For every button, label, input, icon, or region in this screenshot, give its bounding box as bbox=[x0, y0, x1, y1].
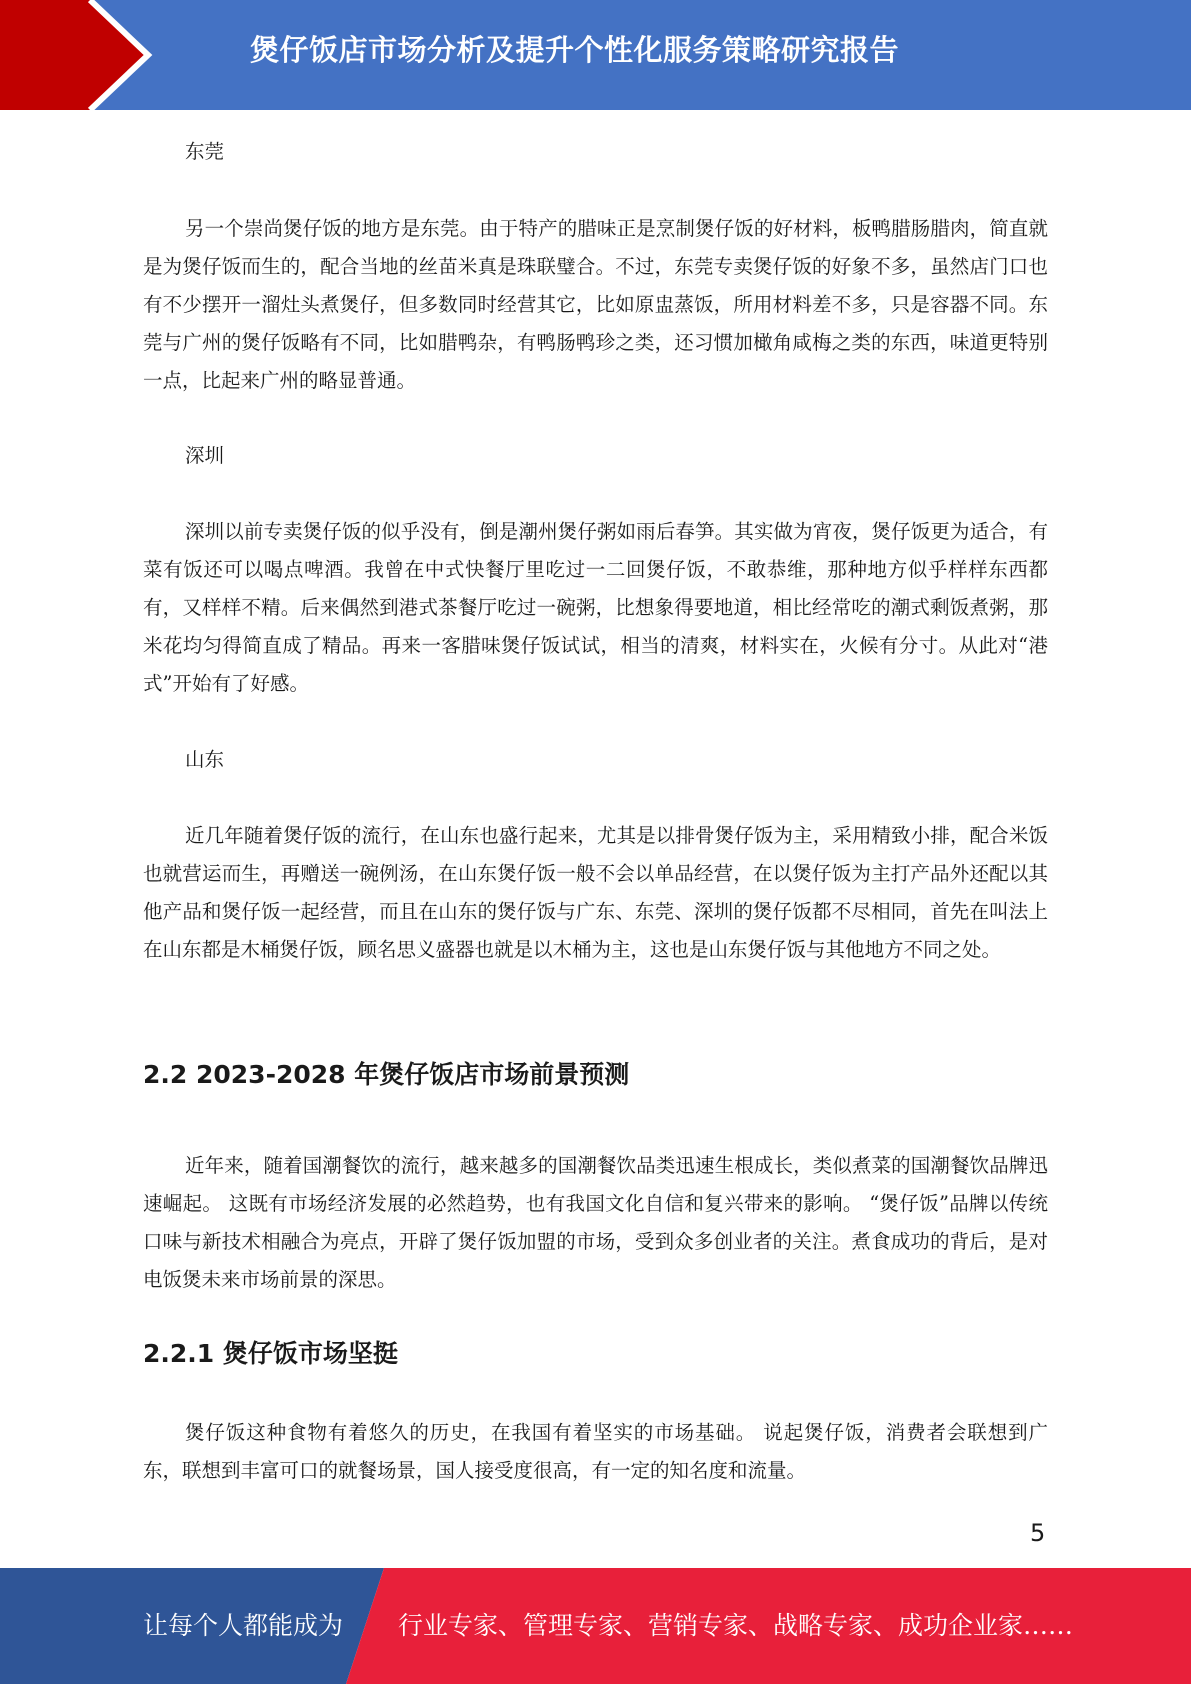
report-title: 煲仔饭店市场分析及提升个性化服务策略研究报告 bbox=[250, 33, 900, 67]
subsection-title-dongguan: 东莞 bbox=[185, 140, 225, 163]
footer-slogan-left: 让每个人都能成为 bbox=[143, 1611, 344, 1640]
page-header bbox=[0, 0, 1191, 110]
paragraph-shandong: 近几年随着煲仔饭的流行，在山东也盛行起来，尤其是以排骨煲仔饭为主，采用精致小排，配合米饭也就营运而生，再赠送一碗例汤，在山东煲仔饭一般不会以单品经营，在以煲仔饭为主打产品外还配以其他产品和煲仔饭一起经营，而且在山东的煲仔饭与广东、东莞、深圳的煲仔饭都不尽相同，首先在叫法上在山东都是木桶煲仔饭，顾名思义盛器也就是以木桶为主，这也是山东煲仔饭与其他地方不同之处。 bbox=[143, 824, 1048, 961]
paragraph-2-2-1: 煲仔饭这种食物有着悠久的历史，在我国有着坚实的市场基础。 说起煲仔饭，消费者会联想到广东，联想到丰富可口的就餐场景，国人接受度很高，有一定的知名度和流量。 bbox=[143, 1421, 1048, 1482]
paragraph-shenzhen: 深圳以前专卖煲仔饭的似乎没有，倒是潮州煲仔粥如雨后春笋。其实做为宵夜，煲仔饭更为适合，有菜有饭还可以喝点啤酒。我曾在中式快餐厅里吃过一二回煲仔饭，不敢恭维，那种地方似乎样样东西都有，又样样不精。后来偶然到港式茶餐厅吃过一碗粥，比想象得要地道，相比经常吃的潮式剩饭煮粥，那米花均匀得简直成了精品。再来一客腊味煲仔饭试试，相当的清爽，材料实在，火候有分寸。从此对“港式”开始有了好感。 bbox=[143, 520, 1048, 695]
paragraph-2-2: 近年来，随着国潮餐饮的流行，越来越多的国潮餐饮品类迅速生根成长，类似煮菜的国潮餐饮品牌迅速崛起。 这既有市场经济发展的必然趋势，也有我国文化自信和复兴带来的影响。 “煲仔饭”品牌以传统口味与新技术相融合为亮点，开辟了煲仔饭加盟的市场，受到众多创业者的关注。煮食成功的背后，是对电饭煲未来市场前景的深思。 bbox=[143, 1154, 1048, 1291]
paragraph-dongguan: 另一个崇尚煲仔饭的地方是东莞。由于特产的腊味正是烹制煲仔饭的好材料，板鸭腊肠腊肉，简直就是为煲仔饭而生的，配合当地的丝苗米真是珠联璧合。不过，东莞专卖煲仔饭的好象不多，虽然店门口也有不少摆开一溜灶头煮煲仔，但多数同时经营其它，比如原盅蒸饭，所用材料差不多，只是容器不同。东莞与广州的煲仔饭略有不同，比如腊鸭杂，有鸭肠鸭珍之类，还习惯加橄角咸梅之类的东西，味道更特别一点，比起来广州的略显普通。 bbox=[143, 217, 1048, 392]
footer-slogan-right: 行业专家、管理专家、营销专家、战略专家、成功企业家…… bbox=[398, 1611, 1074, 1640]
subsection-title-shandong: 山东 bbox=[185, 748, 225, 771]
page-number: 5 bbox=[1030, 1519, 1046, 1547]
header-red-arrow-decoration bbox=[0, 0, 160, 110]
section-heading-2-2-1: 2.2.1 煲仔饭市场坚挺 bbox=[143, 1339, 398, 1368]
section-heading-2-2: 2.2 2023-2028 年煲仔饭店市场前景预测 bbox=[143, 1060, 630, 1089]
page-footer bbox=[0, 1568, 1191, 1684]
subsection-title-shenzhen: 深圳 bbox=[185, 444, 225, 467]
